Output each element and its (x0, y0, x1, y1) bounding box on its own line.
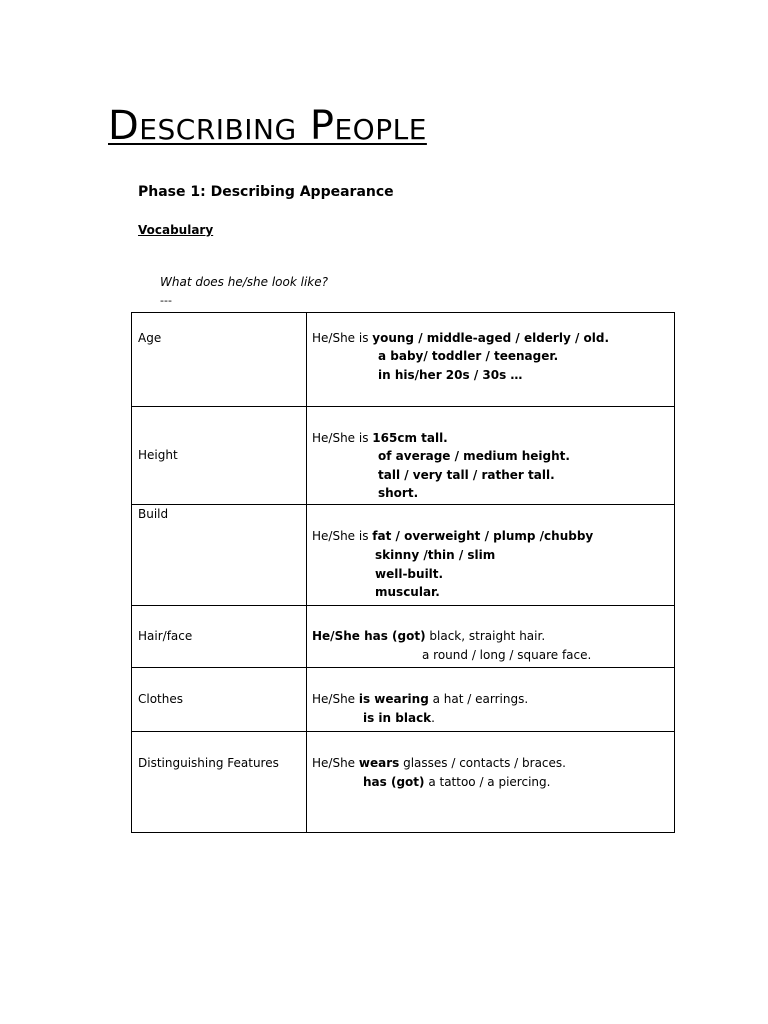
page-title: Describing People (108, 103, 427, 149)
description-line: short. (378, 486, 419, 500)
description-line: has (got) a tattoo / a piercing. (363, 775, 551, 789)
vocabulary-label: Vocabulary (138, 223, 214, 237)
description-line: a baby/ toddler / teenager. (378, 349, 559, 363)
row-divider (132, 406, 674, 407)
column-divider (306, 313, 307, 832)
dashes-text: --- (160, 294, 172, 307)
description-line: tall / very tall / rather tall. (378, 468, 555, 482)
description-line: well-built. (375, 567, 444, 581)
category-label-build: Build (138, 507, 169, 521)
description-line: He/She is fat / overweight / plump /chubby (312, 529, 594, 543)
row-divider (132, 667, 674, 668)
description-line: in his/her 20s / 30s … (378, 368, 523, 382)
category-label-height: Height (138, 448, 178, 462)
description-line: is in black. (363, 711, 435, 725)
phase-heading: Phase 1: Describing Appearance (138, 184, 394, 200)
description-line: He/She has (got) black, straight hair. (312, 629, 546, 643)
description-line: of average / medium height. (378, 449, 570, 463)
description-line: He/She wears glasses / contacts / braces. (312, 756, 566, 770)
category-label-distinguishing-features: Distinguishing Features (138, 756, 279, 770)
row-divider (132, 605, 674, 606)
category-label-hair-face: Hair/face (138, 629, 193, 643)
description-line: muscular. (375, 585, 440, 599)
description-line: He/She is 165cm tall. (312, 431, 448, 445)
row-divider (132, 731, 674, 732)
category-label-clothes: Clothes (138, 692, 183, 706)
vocabulary-table (131, 312, 675, 833)
question-text: What does he/she look like? (160, 275, 328, 289)
description-line: He/She is wearing a hat / earrings. (312, 692, 529, 706)
description-line: skinny /thin / slim (375, 548, 496, 562)
row-divider (132, 504, 674, 505)
description-line: He/She is young / middle-aged / elderly / old. (312, 331, 610, 345)
category-label-age: Age (138, 331, 162, 345)
description-line: a round / long / square face. (422, 648, 592, 662)
